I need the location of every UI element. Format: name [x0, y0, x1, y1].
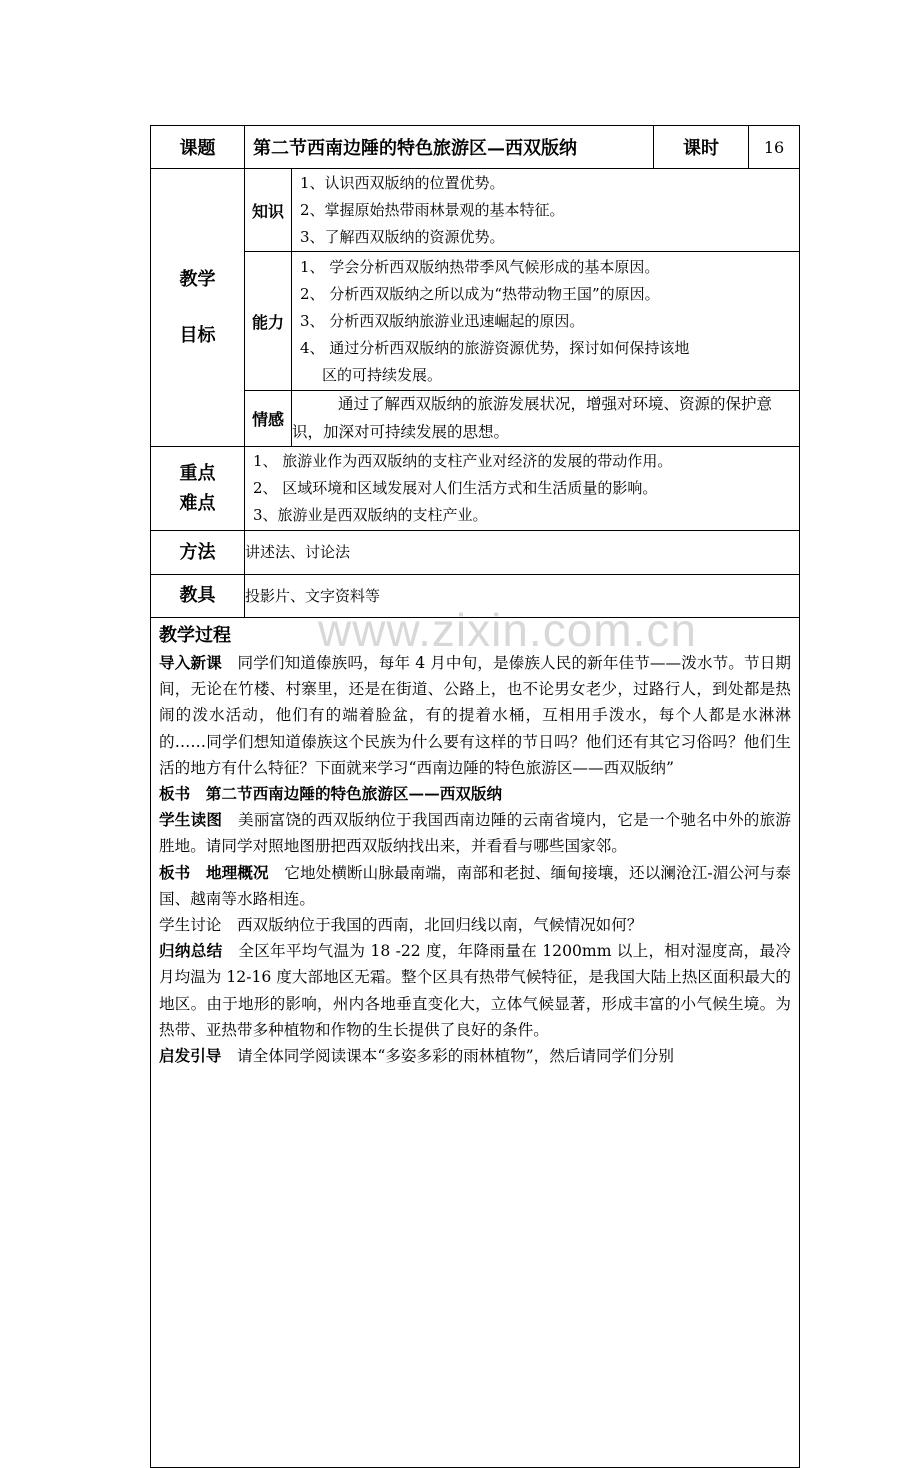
method-value: 讲述法、讨论法	[245, 531, 800, 575]
list-item: 2、 分析西双版纳之所以成为“热带动物王国”的原因。	[300, 284, 660, 303]
watermark: www.zixin.com.cn	[318, 604, 697, 656]
list-item: 3、了解西双版纳的资源优势。	[300, 227, 505, 246]
list-item: 1、认识西双版纳的位置优势。	[300, 173, 505, 192]
emotion-label: 情感	[245, 391, 292, 447]
lesson-plan-table	[150, 125, 800, 1468]
reading-paragraph: 学生读图 美丽富饶的西双版纳位于我国西南边陲的云南省境内，它是一个驰名中外的旅游胜地。请同学对照地图册把西双版纳找出来，并看看与哪些国家邻。	[159, 810, 791, 856]
list-item: 2、 区域环境和区域发展对人们生活方式和生活质量的影响。	[253, 479, 658, 497]
discussion-paragraph: 学生讨论 西双版纳位于我国的西南，北回归线以南，气候情况如何？	[159, 916, 643, 935]
tools-value: 投影片、文字资料等	[245, 575, 800, 618]
header-row	[151, 126, 800, 169]
knowledge-label: 知识	[245, 169, 292, 252]
reading-label: 学生读图	[159, 810, 223, 830]
board-geo-label: 板书 地理概况	[159, 862, 269, 882]
knowledge-items	[292, 169, 800, 252]
list-item: 区的可持续发展。	[322, 365, 443, 384]
guide-label: 启发引导	[159, 1046, 222, 1066]
tools-label: 教具	[151, 575, 245, 618]
process-title: 教学过程	[159, 625, 231, 646]
emotion-text: 通过了解西双版纳的旅游发展状况，增强对环境、资源的保护意识，加深对可持续发展的思想。	[292, 391, 800, 447]
hours-value: 16	[749, 126, 800, 169]
hours-label: 课时	[654, 126, 749, 169]
board-geo-paragraph: 板书 地理概况 它地处横断山脉最南端，南部和老挝、缅甸接壤，还以澜沧江-湄公河与泰国、越南等水路相连。	[159, 862, 791, 908]
topic-label: 课题	[151, 126, 245, 169]
guide-paragraph: 启发引导 请全体同学阅读课本“多姿多彩的雨林植物”，然后请同学们分别	[159, 1046, 674, 1066]
list-item: 1、 学会分析西双版纳热带季风气候形成的基本原因。	[300, 257, 660, 276]
list-item: 2、掌握原始热带雨林景观的基本特征。	[300, 200, 565, 219]
summary-paragraph: 归纳总结 全区年平均气温为 18 -22 度，年降雨量在 1200mm 以上，相对湿度高，最冷月均温为 12-16 度大部地区无霜。整个区具有热带气候特征，是我国大陆上热区面积最大的地区。由于地形的影响，州内各地垂直变化大，立体气候显著，形成丰富的小气候生境。为热带、亚热带多种植物和作物的生长提供了良好的条件。	[159, 941, 791, 1039]
ability-label: 能力	[245, 252, 292, 391]
summary-label: 归纳总结	[159, 941, 223, 961]
list-item: 3、 分析西双版纳旅游业迅速崛起的原因。	[300, 311, 585, 330]
method-label: 方法	[151, 531, 245, 575]
board-title: 板书 第二节西南边陲的特色旅游区——西双版纳	[159, 784, 503, 804]
intro-paragraph: 导入新课 同学们知道傣族吗，每年 4 月中旬，是傣族人民的新年佳节——泼水节。节日期间，无论在竹楼、村寨里，还是在街道、公路上，也不论男女老少，过路行人，到处都是热闹的泼水活动，他们有的端着脸盆，有的提着水桶，互相用手泼水，每个人都是水淋淋的……同学们想知道傣族这个民族为什么要有这样的节日吗？他们还有其它习俗吗？他们生活的地方有什么特征？下面就来学习“西南边陲的特色旅游区——西双版纳”	[159, 653, 791, 777]
list-item: 1、 旅游业作为西双版纳的支柱产业对经济的发展的带动作用。	[253, 452, 673, 470]
discussion-label: 学生讨论	[159, 916, 222, 935]
key-points-items	[245, 447, 800, 531]
intro-label: 导入新课	[159, 653, 222, 672]
objectives-label: 教学 目标	[151, 169, 245, 447]
key-points-label: 重点 难点	[151, 447, 245, 531]
teaching-process	[151, 618, 800, 1468]
list-item: 3、旅游业是西双版纳的支柱产业。	[253, 506, 488, 524]
ability-items	[292, 252, 800, 391]
topic-value: 第二节西南边陲的特色旅游区—西双版纳	[245, 126, 654, 169]
list-item: 4、 通过分析西双版纳的旅游资源优势，探讨如何保持该地	[300, 338, 690, 357]
